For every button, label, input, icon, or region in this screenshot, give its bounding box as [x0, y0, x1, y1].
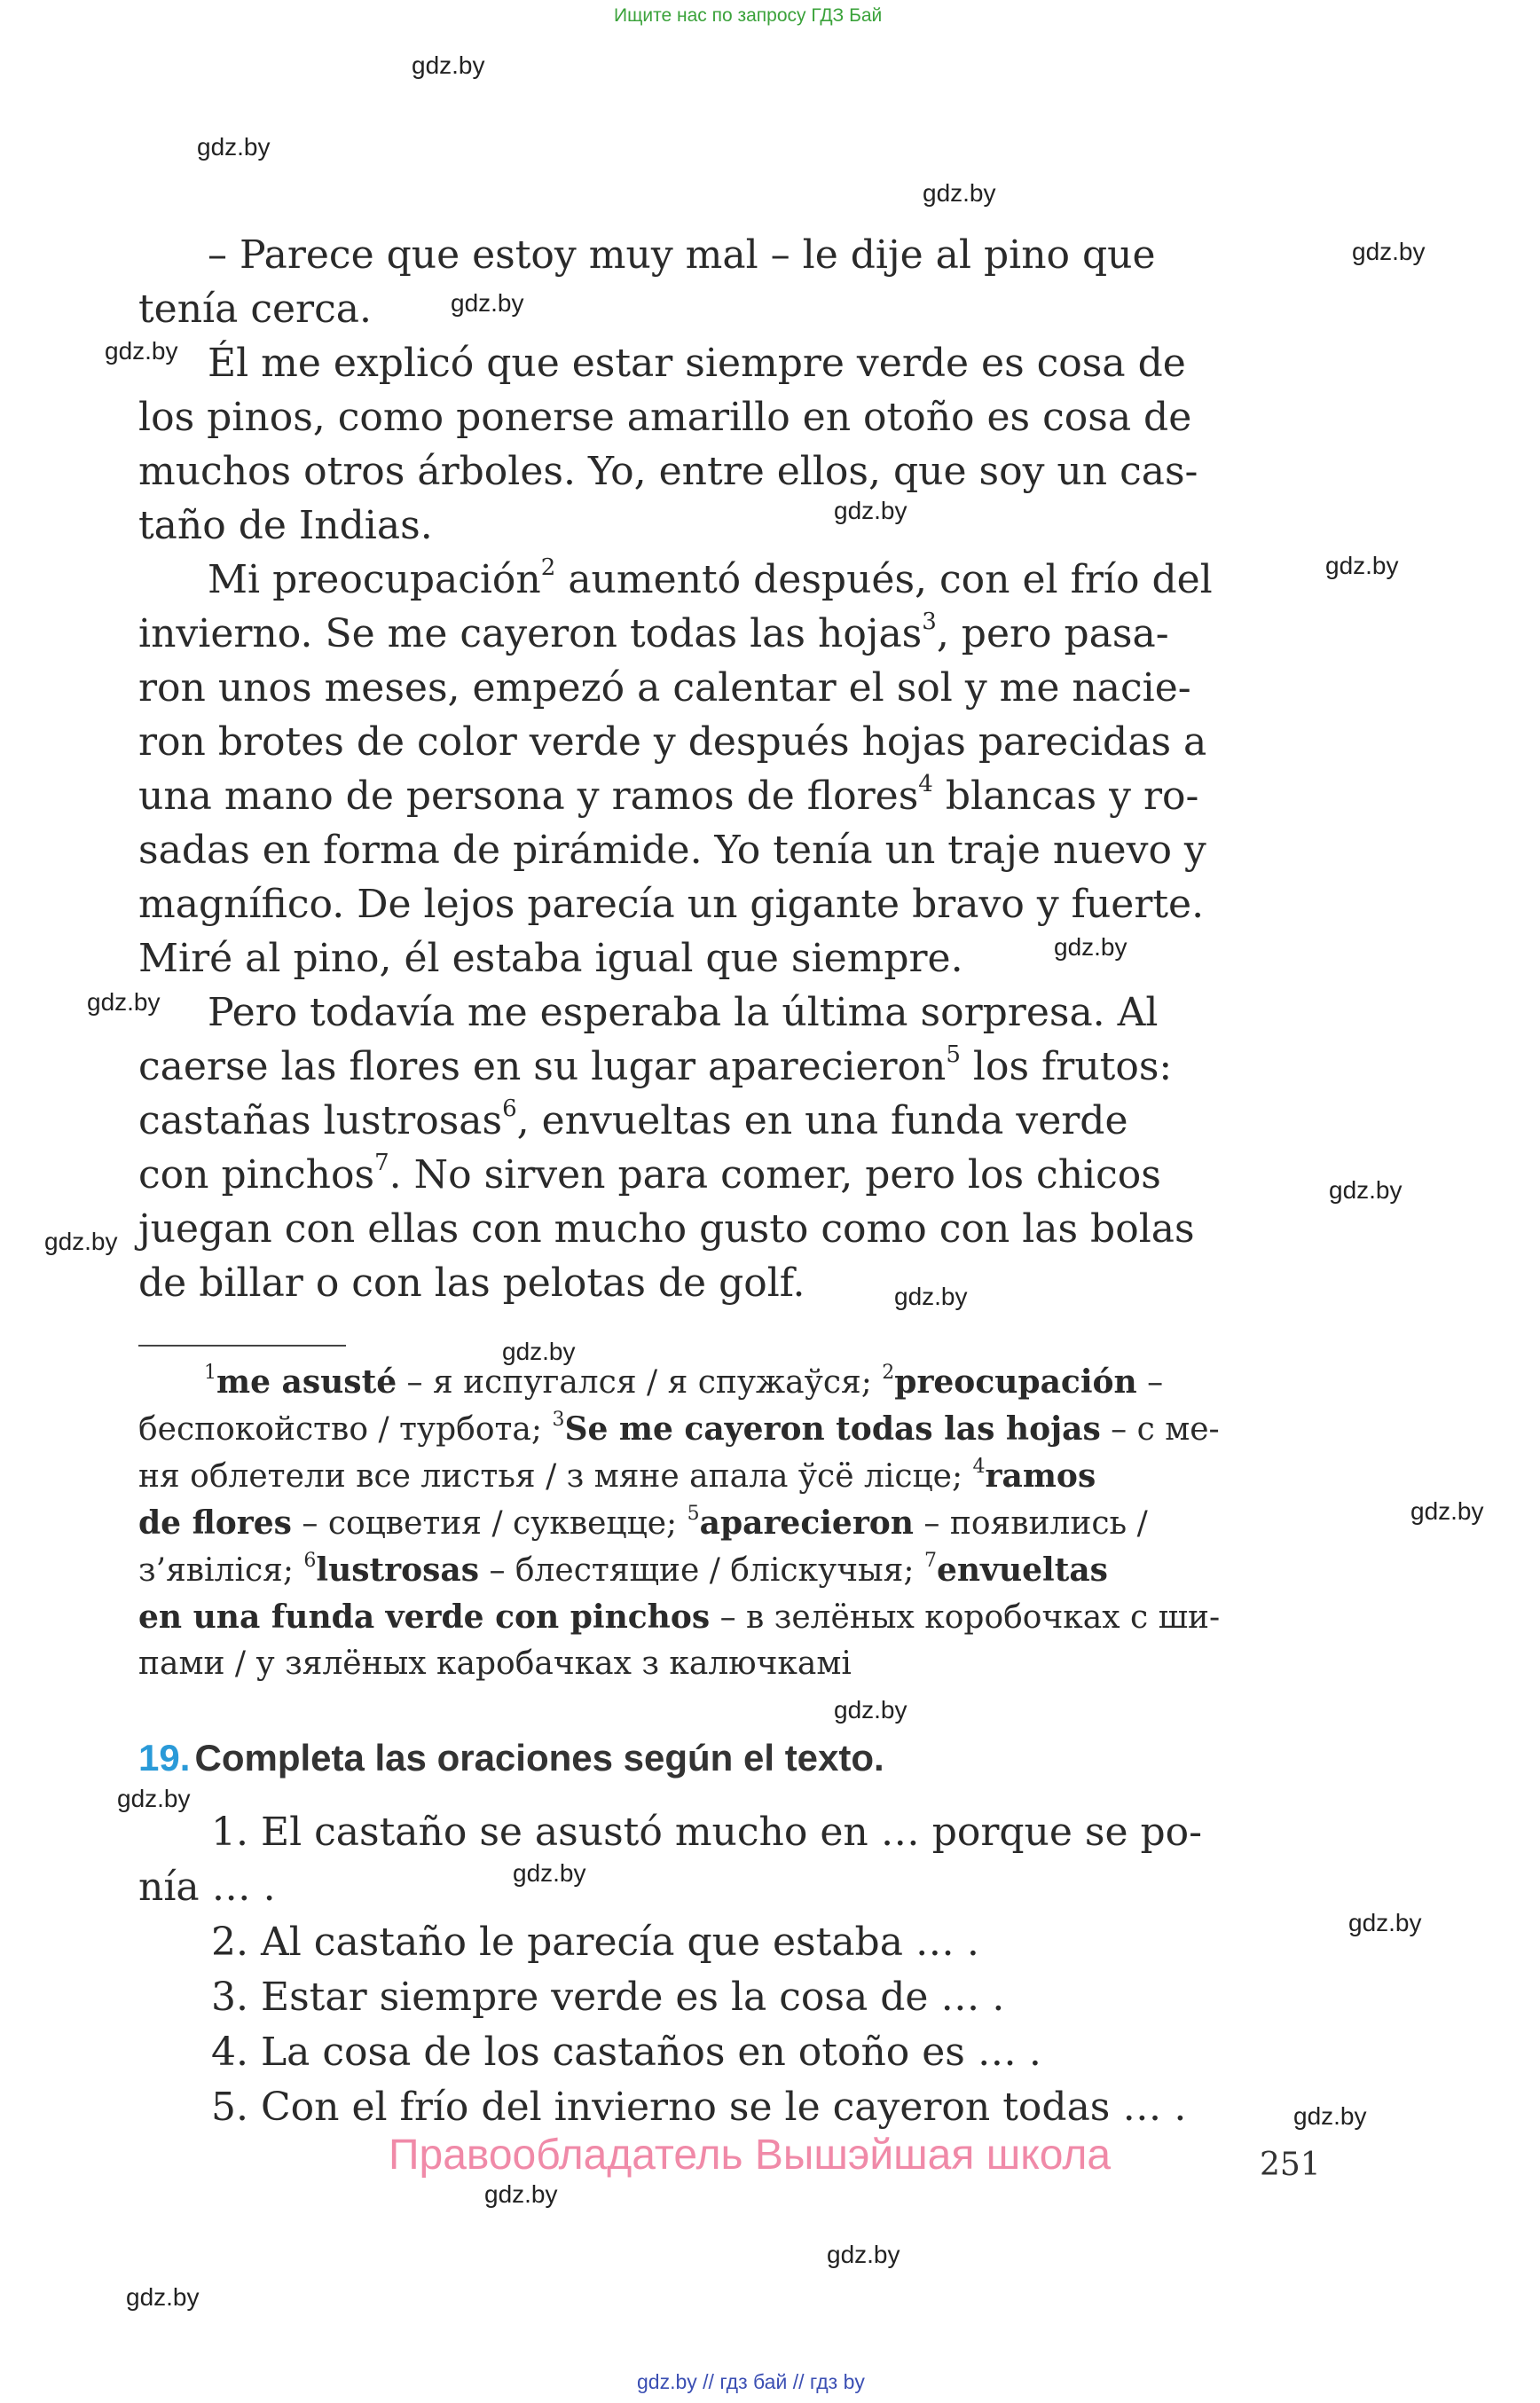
- footnote-separator: [138, 1345, 346, 1347]
- footnote-ref: 3: [922, 609, 937, 635]
- footnote-ref: 2: [540, 554, 556, 581]
- footnote-line: de flores – соцветия / суквецце; $^5$aparecieron – появились /: [138, 1503, 1148, 1542]
- exercise-item: 5. Con el frío del invierno se le cayeron todas … .: [211, 2085, 1187, 2130]
- footnote-ref: 5: [946, 1041, 961, 1068]
- exercise-number: 19.: [138, 1737, 191, 1779]
- page-number: 251: [1260, 2147, 1321, 2183]
- story-line: una mano de persona y ramos de flores$^4$ blancas y ro-: [138, 771, 1199, 819]
- watermark: gdz.by: [1352, 238, 1426, 265]
- footnote-ref: 4: [918, 771, 933, 797]
- watermark: gdz.by: [513, 1859, 586, 1887]
- watermark: gdz.by: [894, 1283, 968, 1310]
- watermark: gdz.by: [1054, 933, 1128, 961]
- story-line: de billar o con las pelotas de golf.: [138, 1260, 805, 1306]
- watermark: gdz.by: [502, 1338, 576, 1365]
- exercise-item: 1. El castaño se asustó mucho en … porque se po-: [211, 1810, 1203, 1855]
- story-line: con pinchos$^7$. No sirven para comer, pero los chicos: [138, 1150, 1161, 1198]
- top-notice: Ищите нас по запросу ГДЗ Бай: [614, 5, 883, 26]
- footnote-line: беспокойство / турбота; $^3$Se me cayeron todas las hojas – с ме-: [138, 1409, 1220, 1448]
- watermark: gdz.by: [117, 1785, 191, 1812]
- watermark: gdz.by: [1325, 552, 1399, 579]
- exercise-title: Completa las oraciones según el texto.: [194, 1737, 884, 1779]
- footer-links[interactable]: gdz.by // гдз бай // гдз by: [637, 2370, 865, 2393]
- watermark: gdz.by: [827, 2241, 900, 2268]
- story-line: Él me explicó que estar siempre verde es cosa de: [208, 341, 1186, 386]
- watermark: gdz.by: [126, 2283, 200, 2311]
- exercise-item: 3. Estar siempre verde es la cosa de … .: [211, 1975, 1005, 2020]
- footnote-line: ня облетели все листья / з мяне апала ўсё лісце; $^4$ramos: [138, 1456, 1096, 1495]
- watermark: gdz.by: [834, 497, 908, 524]
- watermark: gdz.by: [412, 51, 485, 79]
- exercise-heading: [138, 1737, 884, 1779]
- footnote-line: з’явіліся; $^6$lustrosas – блестящие / бліскучыя; $^7$envueltas: [138, 1550, 1108, 1589]
- footnote-line: пами / у зялёных каробачках з калючкамі: [138, 1645, 852, 1682]
- watermark: gdz.by: [87, 988, 161, 1016]
- story-line: invierno. Se me cayeron todas las hojas$^3$, pero pasa-: [138, 609, 1169, 656]
- story-line: magnífico. De lejos parecía un gigante bravo y fuerte.: [138, 882, 1205, 927]
- exercise-item: 2. Al castaño le parecía que estaba … .: [211, 1920, 979, 1965]
- story-line: Pero todavía me esperaba la última sorpresa. Al: [208, 990, 1159, 1035]
- footnote-ref: 7: [374, 1150, 389, 1176]
- footnote-line: $^1$me asusté – я испугался / я спужаўся; $^2$preocupación –: [204, 1362, 1164, 1401]
- watermark: gdz.by: [484, 2180, 558, 2208]
- story-line: tenía cerca.: [138, 287, 372, 332]
- watermark: gdz.by: [1293, 2102, 1367, 2130]
- story-line: castañas lustrosas$^6$, envueltas en una funda verde: [138, 1095, 1128, 1143]
- watermark: gdz.by: [44, 1228, 118, 1255]
- exercise-item: 4. La cosa de los castaños en otoño es … .: [211, 2030, 1041, 2075]
- story-line: taño de Indias.: [138, 503, 433, 548]
- story-line: ron brotes de color verde y después hojas parecidas a: [138, 719, 1207, 765]
- watermark: gdz.by: [923, 179, 996, 207]
- story-line: – Parece que estoy muy mal – le dije al pino que: [208, 232, 1156, 278]
- watermark: gdz.by: [834, 1696, 908, 1724]
- copyright-stamp: Правообладатель Вышэйшая школа: [389, 2132, 1112, 2179]
- footnote-ref: 6: [502, 1095, 517, 1122]
- story-line: Mi preocupación$^2$ aumentó después, con el frío del: [208, 554, 1213, 602]
- exercise-item: nía … .: [138, 1865, 276, 1910]
- watermark: gdz.by: [1410, 1497, 1484, 1525]
- story-line: muchos otros árboles. Yo, entre ellos, que soy un cas-: [138, 449, 1198, 494]
- watermark: gdz.by: [197, 133, 271, 161]
- footnote-line: en una funda verde con pinchos – в зелёных коробочках с ши-: [138, 1598, 1221, 1636]
- watermark: gdz.by: [105, 337, 178, 365]
- story-line: sadas en forma de pirámide. Yo tenía un traje nuevo y: [138, 828, 1206, 873]
- watermark: gdz.by: [1329, 1176, 1402, 1204]
- story-line: los pinos, como ponerse amarillo en otoño es cosa de: [138, 395, 1192, 440]
- story-line: juegan con ellas con mucho gusto como con las bolas: [138, 1206, 1195, 1252]
- story-line: Miré al pino, él estaba igual que siempre.: [138, 936, 963, 981]
- watermark: gdz.by: [1348, 1909, 1422, 1936]
- story-line: caerse las flores en su lugar aparecieron$^5$ los frutos:: [138, 1041, 1173, 1089]
- story-line: ron unos meses, empezó a calentar el sol y me nacie-: [138, 665, 1191, 711]
- watermark: gdz.by: [451, 289, 524, 317]
